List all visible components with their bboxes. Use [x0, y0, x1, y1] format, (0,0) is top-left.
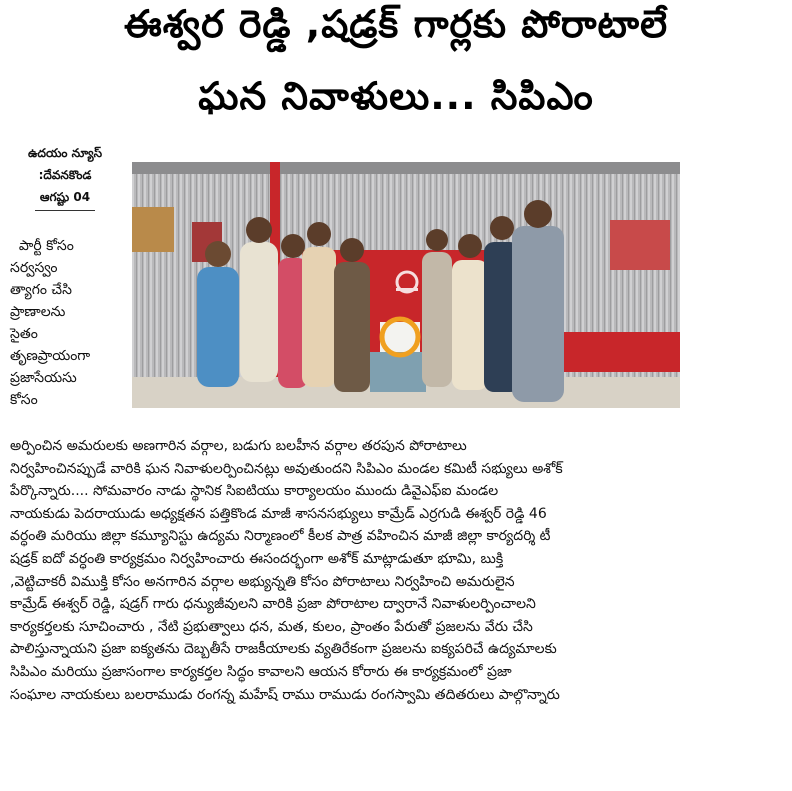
- body-line: వర్ధంతి మరియు జిల్లా కమ్యూనిస్టు ఉద్యమ నిర్మాణంలో కీలక పాత్ర వహించిన మాజీ జిల్లా కార్యదర్శి టీ: [10, 528, 551, 545]
- side-line: త్యాగం చేసి: [10, 282, 72, 298]
- dateline-rule: [35, 210, 95, 211]
- side-line: పార్టీ కోసం: [10, 238, 74, 254]
- side-line: ప్రజాసేయసు: [10, 370, 77, 386]
- body-line: అర్పించిన అమరులకు అణగారిన వర్గాల, బడుగు బలహీన వర్గాల తరపున పోరాటాలు: [10, 438, 467, 454]
- article-body: [10, 435, 790, 706]
- side-line: సైతం: [10, 326, 38, 342]
- body-line: నిర్వహించినప్పుడే వారికి ఘన నివాళులర్పించినట్లు అవుతుందని సిపిఎం మండల కమిటీ సభ్యులు అశోక్: [10, 460, 563, 477]
- dateline: [6, 142, 124, 211]
- side-line: ప్రాణాలను: [10, 304, 66, 320]
- body-line: సంఘాల నాయకులు బలరాముడు రంగన్న మహేష్ రాము రాముడు రంగస్వామి తదితరులు పాల్గొన్నారు: [10, 686, 560, 703]
- body-line: షడ్రక్ ఐదో వర్ధంతి కార్యక్రమం నిర్వహించారు ఈసందర్భంగా అశోక్ మాట్లాడుతూ భూమి, బుక్తి: [10, 550, 504, 567]
- side-line: సర్వస్వం: [10, 260, 58, 276]
- news-source: ఉదయం న్యూస్: [27, 146, 103, 160]
- headline-line-2: ఘన నివాళులు... సిపిఎం: [198, 74, 594, 118]
- side-line: కోసం: [10, 392, 38, 408]
- side-column-text: [10, 235, 128, 411]
- body-line: నాయకుడు పెదరాయుడు అధ్యక్షతన పత్తికొండ మాజీ శాసనసభ్యులు కామ్రేడ్ ఎర్రగుడి ఈశ్వర్ రెడ్డి 46: [10, 505, 547, 522]
- dateline-place: :దేవనకొండ: [38, 168, 92, 182]
- body-line: కామ్రేడ్ ఈశ్వర్ రెడ్డి, షడ్రగ్ గారు ధన్యుజీవులని వారికి ప్రజా పోరాటాల ద్వారానే నివాళులర్పించాలని: [10, 596, 536, 613]
- body-line: కార్యకర్తలకు సూచించారు , నేటి ప్రభుత్వాలు ధన, మత, కులం, ప్రాంతం పేరుతో ప్రజలను వేరు చేసి: [10, 618, 533, 635]
- headline-line-1: ఈశ్వర రెడ్డి ,షడ్రక్ గార్లకు పోరాటాలే: [123, 2, 669, 46]
- body-line: పాలిస్తున్నాయని ప్రజా ఐక్యతను దెబ్బతీసే రాజకీయాలకు వ్యతిరేకంగా ప్రజలను ఐక్యపరిచే ఉద్యమాలకు: [10, 641, 557, 658]
- side-line: తృణప్రాయంగా: [10, 348, 91, 364]
- news-photo: [132, 162, 680, 408]
- body-line: పేర్కొన్నారు.... సోమవారం నాడు స్థానిక సిఐటియు కార్యాలయం ముందు డివైఎఫ్ఐ మండల: [10, 483, 499, 500]
- body-line: సిపిఎం మరియు ప్రజాసంగాల కార్యకర్తల సిద్ధం కావాలని ఆయన కోరారు ఈ కార్యక్రమంలో ప్రజా: [10, 663, 512, 680]
- photo-illustration: [132, 162, 680, 408]
- body-line: ,వెట్టిచాకరీ విముక్తి కోసం అనగారిన వర్గాల అభ్యున్నతి కోసం పోరాటాలు నిర్వహించి అమరులైన: [10, 573, 515, 590]
- dateline-date: ఆగష్టు 04: [39, 190, 91, 204]
